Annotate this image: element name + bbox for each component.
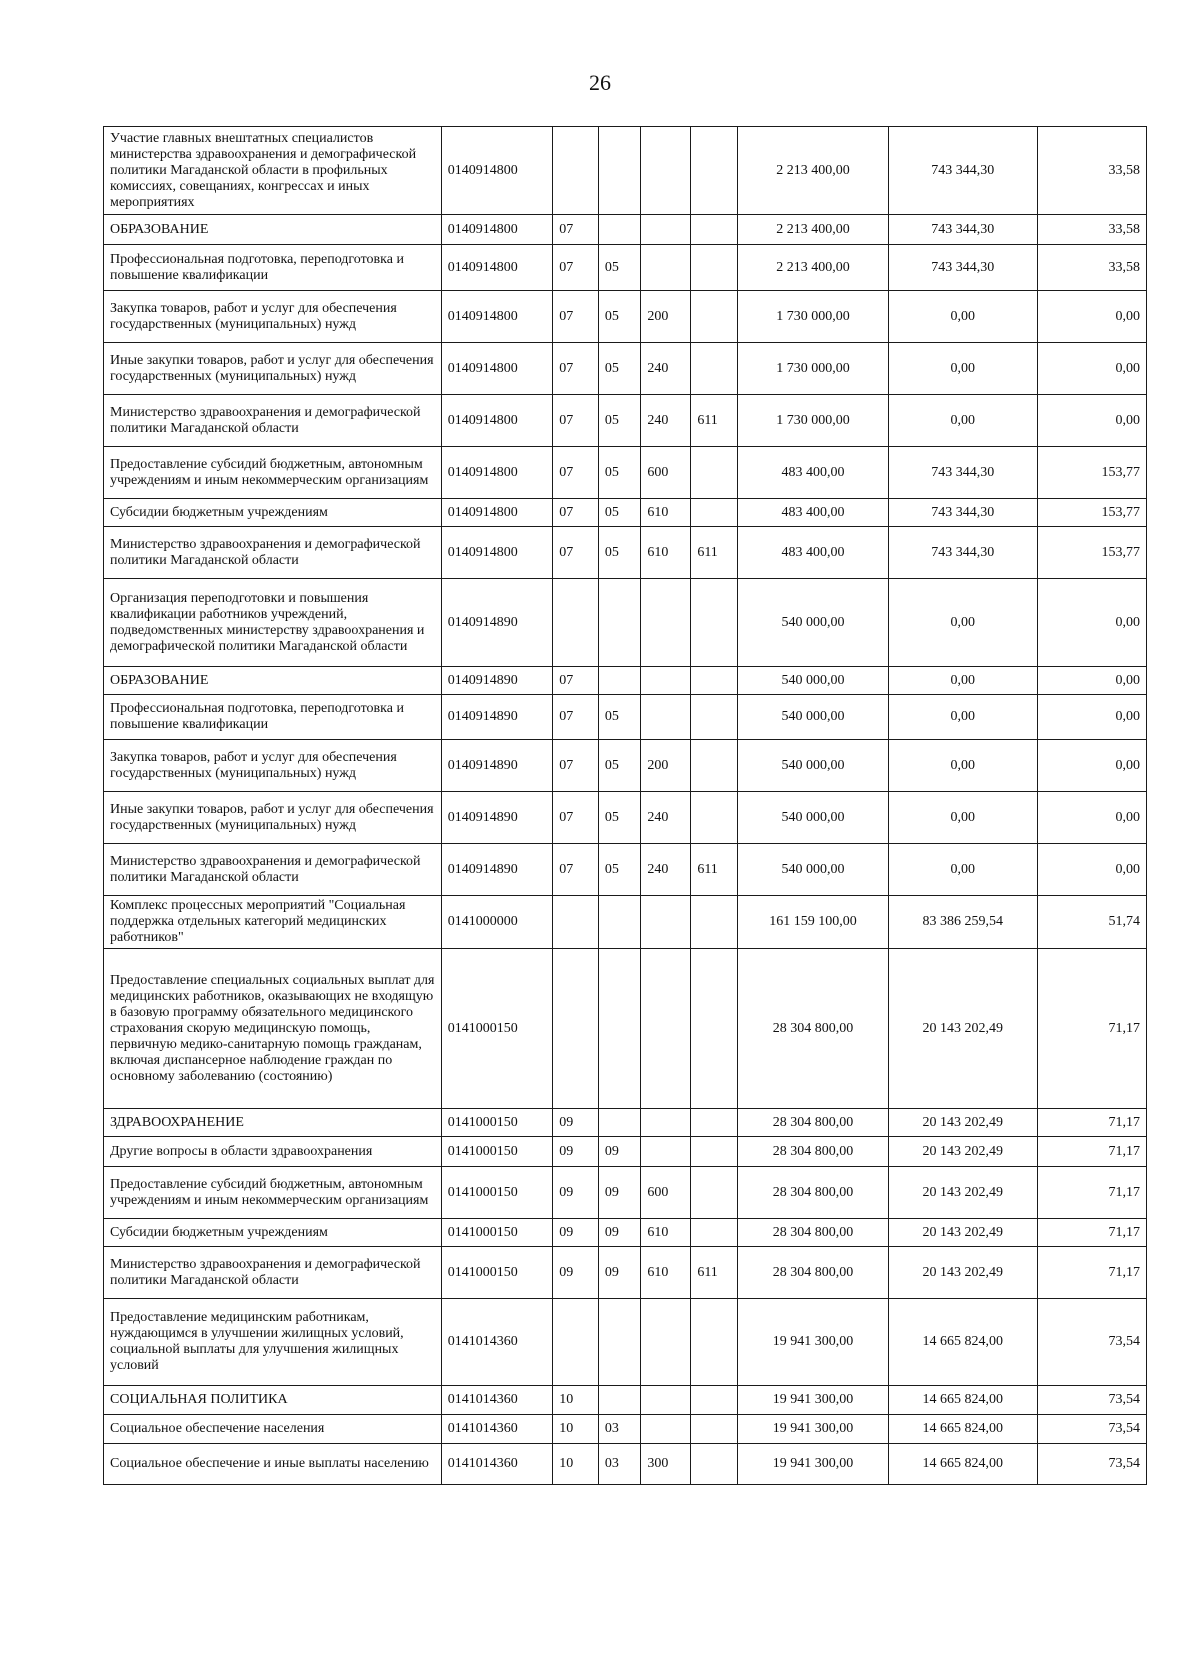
cell-expense-type: 610 <box>641 1219 691 1247</box>
cell-planned: 161 159 100,00 <box>738 896 889 949</box>
cell-name: Профессиональная подготовка, переподготовка и повышение квалификации <box>104 695 442 740</box>
cell-actual: 0,00 <box>888 395 1037 447</box>
cell-subsection <box>598 667 640 695</box>
cell-section: 09 <box>553 1219 599 1247</box>
cell-expense-type <box>641 1137 691 1167</box>
cell-planned: 19 941 300,00 <box>738 1444 889 1485</box>
table-row <box>104 527 1147 579</box>
cell-subsection: 09 <box>598 1137 640 1167</box>
cell-name: Предоставление специальных социальных выплат для медицинских работников, оказывающих не входящую в базовую программу обязательного медицинского страхования скорую медицинскую помощь, первичную медико-санитарную помощь гражданам, включая диспансерное наблюдение граждан по основному заболеванию (состоянию) <box>104 949 442 1109</box>
cell-actual: 14 665 824,00 <box>888 1444 1037 1485</box>
cell-percent: 0,00 <box>1037 792 1146 844</box>
cell-target-article: 0141000150 <box>441 1247 553 1299</box>
cell-subsection: 03 <box>598 1444 640 1485</box>
cell-target-article: 0140914800 <box>441 447 553 499</box>
cell-planned: 483 400,00 <box>738 527 889 579</box>
cell-name: Профессиональная подготовка, переподготовка и повышение квалификации <box>104 245 442 291</box>
cell-administrator: 611 <box>691 395 738 447</box>
table-row <box>104 1247 1147 1299</box>
cell-subsection: 09 <box>598 1247 640 1299</box>
cell-actual: 743 344,30 <box>888 527 1037 579</box>
cell-percent: 33,58 <box>1037 215 1146 245</box>
cell-name: Предоставление субсидий бюджетным, автономным учреждениям и иным некоммерческим организациям <box>104 447 442 499</box>
cell-target-article: 0141000150 <box>441 1137 553 1167</box>
cell-subsection <box>598 896 640 949</box>
cell-name: Иные закупки товаров, работ и услуг для обеспечения государственных (муниципальных) нужд <box>104 792 442 844</box>
cell-expense-type: 610 <box>641 527 691 579</box>
cell-target-article: 0141000150 <box>441 1109 553 1137</box>
cell-name: Закупка товаров, работ и услуг для обеспечения государственных (муниципальных) нужд <box>104 291 442 343</box>
cell-expense-type <box>641 1299 691 1386</box>
cell-name: Другие вопросы в области здравоохранения <box>104 1137 442 1167</box>
cell-expense-type: 200 <box>641 291 691 343</box>
cell-expense-type: 240 <box>641 792 691 844</box>
cell-name: Участие главных внештатных специалистов министерства здравоохранения и демографической политики Магаданской области в профильных комиссиях, совещаниях, конгрессах и иных мероприятиях <box>104 127 442 215</box>
cell-planned: 540 000,00 <box>738 792 889 844</box>
table-row <box>104 447 1147 499</box>
cell-actual: 0,00 <box>888 579 1037 667</box>
cell-expense-type <box>641 695 691 740</box>
cell-target-article: 0141014360 <box>441 1386 553 1415</box>
cell-planned: 540 000,00 <box>738 740 889 792</box>
cell-name: Закупка товаров, работ и услуг для обеспечения государственных (муниципальных) нужд <box>104 740 442 792</box>
cell-expense-type: 240 <box>641 844 691 896</box>
cell-planned: 540 000,00 <box>738 695 889 740</box>
cell-section: 07 <box>553 792 599 844</box>
table-row <box>104 1109 1147 1137</box>
cell-planned: 19 941 300,00 <box>738 1386 889 1415</box>
cell-section: 10 <box>553 1444 599 1485</box>
cell-subsection: 05 <box>598 527 640 579</box>
cell-percent: 71,17 <box>1037 1109 1146 1137</box>
table-row <box>104 1415 1147 1444</box>
table-row <box>104 343 1147 395</box>
cell-administrator <box>691 740 738 792</box>
cell-planned: 2 213 400,00 <box>738 127 889 215</box>
cell-administrator <box>691 792 738 844</box>
cell-percent: 153,77 <box>1037 499 1146 527</box>
cell-planned: 2 213 400,00 <box>738 245 889 291</box>
cell-target-article: 0140914800 <box>441 395 553 447</box>
cell-expense-type <box>641 245 691 291</box>
cell-administrator <box>691 667 738 695</box>
table-row <box>104 896 1147 949</box>
table-row <box>104 740 1147 792</box>
cell-section: 07 <box>553 343 599 395</box>
cell-expense-type <box>641 949 691 1109</box>
cell-subsection: 05 <box>598 291 640 343</box>
table-row <box>104 844 1147 896</box>
cell-section: 07 <box>553 740 599 792</box>
table-row <box>104 1219 1147 1247</box>
cell-administrator <box>691 695 738 740</box>
cell-administrator <box>691 1167 738 1219</box>
cell-subsection <box>598 127 640 215</box>
cell-administrator <box>691 1219 738 1247</box>
cell-percent: 73,54 <box>1037 1415 1146 1444</box>
cell-actual: 743 344,30 <box>888 127 1037 215</box>
cell-expense-type <box>641 579 691 667</box>
cell-planned: 19 941 300,00 <box>738 1415 889 1444</box>
cell-target-article: 0140914800 <box>441 127 553 215</box>
cell-percent: 153,77 <box>1037 447 1146 499</box>
cell-expense-type: 300 <box>641 1444 691 1485</box>
cell-name: ОБРАЗОВАНИЕ <box>104 667 442 695</box>
cell-expense-type <box>641 215 691 245</box>
cell-subsection: 05 <box>598 447 640 499</box>
cell-administrator <box>691 1299 738 1386</box>
cell-section: 10 <box>553 1386 599 1415</box>
table-row <box>104 667 1147 695</box>
cell-percent: 0,00 <box>1037 695 1146 740</box>
table-row <box>104 1137 1147 1167</box>
cell-planned: 2 213 400,00 <box>738 215 889 245</box>
cell-target-article: 0140914800 <box>441 343 553 395</box>
table-row <box>104 245 1147 291</box>
cell-actual: 0,00 <box>888 695 1037 740</box>
cell-subsection: 05 <box>598 740 640 792</box>
cell-percent: 0,00 <box>1037 667 1146 695</box>
cell-subsection: 05 <box>598 792 640 844</box>
cell-planned: 540 000,00 <box>738 667 889 695</box>
cell-name: Министерство здравоохранения и демографической политики Магаданской области <box>104 1247 442 1299</box>
cell-name: Социальное обеспечение и иные выплаты населению <box>104 1444 442 1485</box>
cell-actual: 0,00 <box>888 740 1037 792</box>
cell-administrator <box>691 499 738 527</box>
cell-expense-type <box>641 1386 691 1415</box>
cell-target-article: 0141014360 <box>441 1299 553 1386</box>
cell-subsection <box>598 1109 640 1137</box>
cell-planned: 28 304 800,00 <box>738 949 889 1109</box>
cell-planned: 483 400,00 <box>738 499 889 527</box>
cell-administrator <box>691 343 738 395</box>
cell-actual: 0,00 <box>888 792 1037 844</box>
cell-subsection: 05 <box>598 245 640 291</box>
cell-actual: 83 386 259,54 <box>888 896 1037 949</box>
cell-administrator <box>691 949 738 1109</box>
cell-section: 07 <box>553 291 599 343</box>
cell-section: 07 <box>553 527 599 579</box>
table-row <box>104 499 1147 527</box>
cell-expense-type: 600 <box>641 447 691 499</box>
table-row <box>104 395 1147 447</box>
cell-planned: 28 304 800,00 <box>738 1167 889 1219</box>
cell-name: ЗДРАВООХРАНЕНИЕ <box>104 1109 442 1137</box>
cell-actual: 743 344,30 <box>888 447 1037 499</box>
table-row <box>104 1444 1147 1485</box>
cell-percent: 153,77 <box>1037 527 1146 579</box>
cell-section: 07 <box>553 395 599 447</box>
cell-administrator <box>691 1415 738 1444</box>
cell-name: Предоставление медицинским работникам, нуждающимся в улучшении жилищных условий, социальной выплаты для улучшения жилищных условий <box>104 1299 442 1386</box>
cell-administrator <box>691 1109 738 1137</box>
cell-planned: 28 304 800,00 <box>738 1247 889 1299</box>
cell-section: 07 <box>553 499 599 527</box>
cell-administrator: 611 <box>691 527 738 579</box>
cell-actual: 14 665 824,00 <box>888 1299 1037 1386</box>
cell-name: Субсидии бюджетным учреждениям <box>104 499 442 527</box>
cell-administrator <box>691 579 738 667</box>
cell-name: СОЦИАЛЬНАЯ ПОЛИТИКА <box>104 1386 442 1415</box>
cell-subsection: 05 <box>598 844 640 896</box>
cell-percent: 0,00 <box>1037 343 1146 395</box>
cell-target-article: 0140914890 <box>441 792 553 844</box>
cell-target-article: 0141000150 <box>441 1219 553 1247</box>
cell-planned: 1 730 000,00 <box>738 291 889 343</box>
cell-expense-type: 610 <box>641 499 691 527</box>
cell-name: Субсидии бюджетным учреждениям <box>104 1219 442 1247</box>
cell-target-article: 0141014360 <box>441 1444 553 1485</box>
cell-percent: 71,17 <box>1037 949 1146 1109</box>
cell-target-article: 0140914890 <box>441 579 553 667</box>
cell-planned: 1 730 000,00 <box>738 395 889 447</box>
budget-table <box>103 126 1147 1485</box>
cell-percent: 0,00 <box>1037 740 1146 792</box>
cell-section <box>553 127 599 215</box>
cell-planned: 28 304 800,00 <box>738 1219 889 1247</box>
cell-target-article: 0140914890 <box>441 667 553 695</box>
cell-expense-type <box>641 1415 691 1444</box>
cell-planned: 28 304 800,00 <box>738 1109 889 1137</box>
cell-name: ОБРАЗОВАНИЕ <box>104 215 442 245</box>
cell-administrator: 611 <box>691 844 738 896</box>
cell-name: Министерство здравоохранения и демографической политики Магаданской области <box>104 844 442 896</box>
cell-actual: 20 143 202,49 <box>888 949 1037 1109</box>
cell-percent: 73,54 <box>1037 1299 1146 1386</box>
cell-subsection <box>598 215 640 245</box>
cell-name: Предоставление субсидий бюджетным, автономным учреждениям и иным некоммерческим организациям <box>104 1167 442 1219</box>
cell-section: 07 <box>553 245 599 291</box>
cell-target-article: 0140914800 <box>441 291 553 343</box>
cell-name: Иные закупки товаров, работ и услуг для обеспечения государственных (муниципальных) нужд <box>104 343 442 395</box>
cell-actual: 0,00 <box>888 343 1037 395</box>
cell-percent: 33,58 <box>1037 127 1146 215</box>
cell-expense-type <box>641 667 691 695</box>
cell-percent: 71,17 <box>1037 1247 1146 1299</box>
cell-actual: 20 143 202,49 <box>888 1167 1037 1219</box>
cell-expense-type: 240 <box>641 343 691 395</box>
cell-actual: 14 665 824,00 <box>888 1415 1037 1444</box>
budget-table-body <box>104 127 1147 1485</box>
cell-subsection <box>598 949 640 1109</box>
cell-target-article: 0140914890 <box>441 844 553 896</box>
cell-name: Министерство здравоохранения и демографической политики Магаданской области <box>104 395 442 447</box>
cell-expense-type: 610 <box>641 1247 691 1299</box>
cell-section <box>553 896 599 949</box>
cell-subsection: 03 <box>598 1415 640 1444</box>
cell-administrator <box>691 447 738 499</box>
cell-subsection: 05 <box>598 499 640 527</box>
cell-actual: 0,00 <box>888 667 1037 695</box>
table-row <box>104 1386 1147 1415</box>
cell-expense-type: 200 <box>641 740 691 792</box>
cell-planned: 19 941 300,00 <box>738 1299 889 1386</box>
cell-percent: 73,54 <box>1037 1444 1146 1485</box>
cell-planned: 1 730 000,00 <box>738 343 889 395</box>
cell-name: Комплекс процессных мероприятий "Социальная поддержка отдельных категорий медицинских работников" <box>104 896 442 949</box>
table-row <box>104 792 1147 844</box>
cell-expense-type <box>641 127 691 215</box>
cell-actual: 20 143 202,49 <box>888 1109 1037 1137</box>
cell-actual: 0,00 <box>888 844 1037 896</box>
cell-target-article: 0140914800 <box>441 527 553 579</box>
cell-administrator <box>691 1444 738 1485</box>
cell-subsection <box>598 579 640 667</box>
table-row <box>104 695 1147 740</box>
cell-section: 07 <box>553 447 599 499</box>
cell-target-article: 0141000150 <box>441 949 553 1109</box>
cell-expense-type: 240 <box>641 395 691 447</box>
table-row <box>104 949 1147 1109</box>
cell-percent: 71,17 <box>1037 1167 1146 1219</box>
cell-section: 07 <box>553 215 599 245</box>
cell-name: Социальное обеспечение населения <box>104 1415 442 1444</box>
cell-section <box>553 949 599 1109</box>
cell-target-article: 0140914890 <box>441 695 553 740</box>
cell-target-article: 0140914890 <box>441 740 553 792</box>
cell-administrator <box>691 1386 738 1415</box>
cell-administrator <box>691 215 738 245</box>
cell-planned: 483 400,00 <box>738 447 889 499</box>
table-row <box>104 1299 1147 1386</box>
cell-actual: 743 344,30 <box>888 499 1037 527</box>
cell-section: 09 <box>553 1247 599 1299</box>
cell-subsection: 05 <box>598 343 640 395</box>
cell-actual: 743 344,30 <box>888 245 1037 291</box>
table-row <box>104 579 1147 667</box>
cell-percent: 0,00 <box>1037 395 1146 447</box>
page-number: 26 <box>589 70 611 95</box>
cell-planned: 540 000,00 <box>738 579 889 667</box>
cell-section: 09 <box>553 1167 599 1219</box>
cell-expense-type: 600 <box>641 1167 691 1219</box>
cell-administrator <box>691 1137 738 1167</box>
cell-actual: 20 143 202,49 <box>888 1137 1037 1167</box>
cell-planned: 540 000,00 <box>738 844 889 896</box>
cell-administrator: 611 <box>691 1247 738 1299</box>
cell-percent: 71,17 <box>1037 1137 1146 1167</box>
cell-expense-type <box>641 896 691 949</box>
cell-actual: 20 143 202,49 <box>888 1247 1037 1299</box>
table-row <box>104 215 1147 245</box>
cell-percent: 73,54 <box>1037 1386 1146 1415</box>
cell-actual: 0,00 <box>888 291 1037 343</box>
cell-percent: 51,74 <box>1037 896 1146 949</box>
cell-subsection <box>598 1386 640 1415</box>
cell-target-article: 0140914800 <box>441 499 553 527</box>
cell-target-article: 0140914800 <box>441 215 553 245</box>
cell-subsection <box>598 1299 640 1386</box>
cell-percent: 0,00 <box>1037 291 1146 343</box>
cell-planned: 28 304 800,00 <box>738 1137 889 1167</box>
cell-administrator <box>691 291 738 343</box>
table-row <box>104 1167 1147 1219</box>
cell-target-article: 0141000150 <box>441 1167 553 1219</box>
cell-percent: 33,58 <box>1037 245 1146 291</box>
cell-subsection: 09 <box>598 1219 640 1247</box>
cell-administrator <box>691 127 738 215</box>
cell-section <box>553 579 599 667</box>
cell-target-article: 0141000000 <box>441 896 553 949</box>
cell-section: 09 <box>553 1109 599 1137</box>
cell-section: 10 <box>553 1415 599 1444</box>
cell-administrator <box>691 896 738 949</box>
cell-expense-type <box>641 1109 691 1137</box>
cell-name: Организация переподготовки и повышения квалификации работников учреждений, подведомственных министерству здравоохранения и демографической политики Магаданской области <box>104 579 442 667</box>
cell-section <box>553 1299 599 1386</box>
cell-section: 07 <box>553 695 599 740</box>
cell-percent: 0,00 <box>1037 844 1146 896</box>
cell-percent: 0,00 <box>1037 579 1146 667</box>
cell-name: Министерство здравоохранения и демографической политики Магаданской области <box>104 527 442 579</box>
cell-actual: 14 665 824,00 <box>888 1386 1037 1415</box>
cell-subsection: 05 <box>598 395 640 447</box>
table-row <box>104 127 1147 215</box>
cell-section: 07 <box>553 667 599 695</box>
cell-subsection: 05 <box>598 695 640 740</box>
cell-actual: 20 143 202,49 <box>888 1219 1037 1247</box>
cell-target-article: 0140914800 <box>441 245 553 291</box>
table-row <box>104 291 1147 343</box>
cell-actual: 743 344,30 <box>888 215 1037 245</box>
cell-percent: 71,17 <box>1037 1219 1146 1247</box>
cell-section: 09 <box>553 1137 599 1167</box>
cell-subsection: 09 <box>598 1167 640 1219</box>
cell-administrator <box>691 245 738 291</box>
cell-section: 07 <box>553 844 599 896</box>
cell-target-article: 0141014360 <box>441 1415 553 1444</box>
